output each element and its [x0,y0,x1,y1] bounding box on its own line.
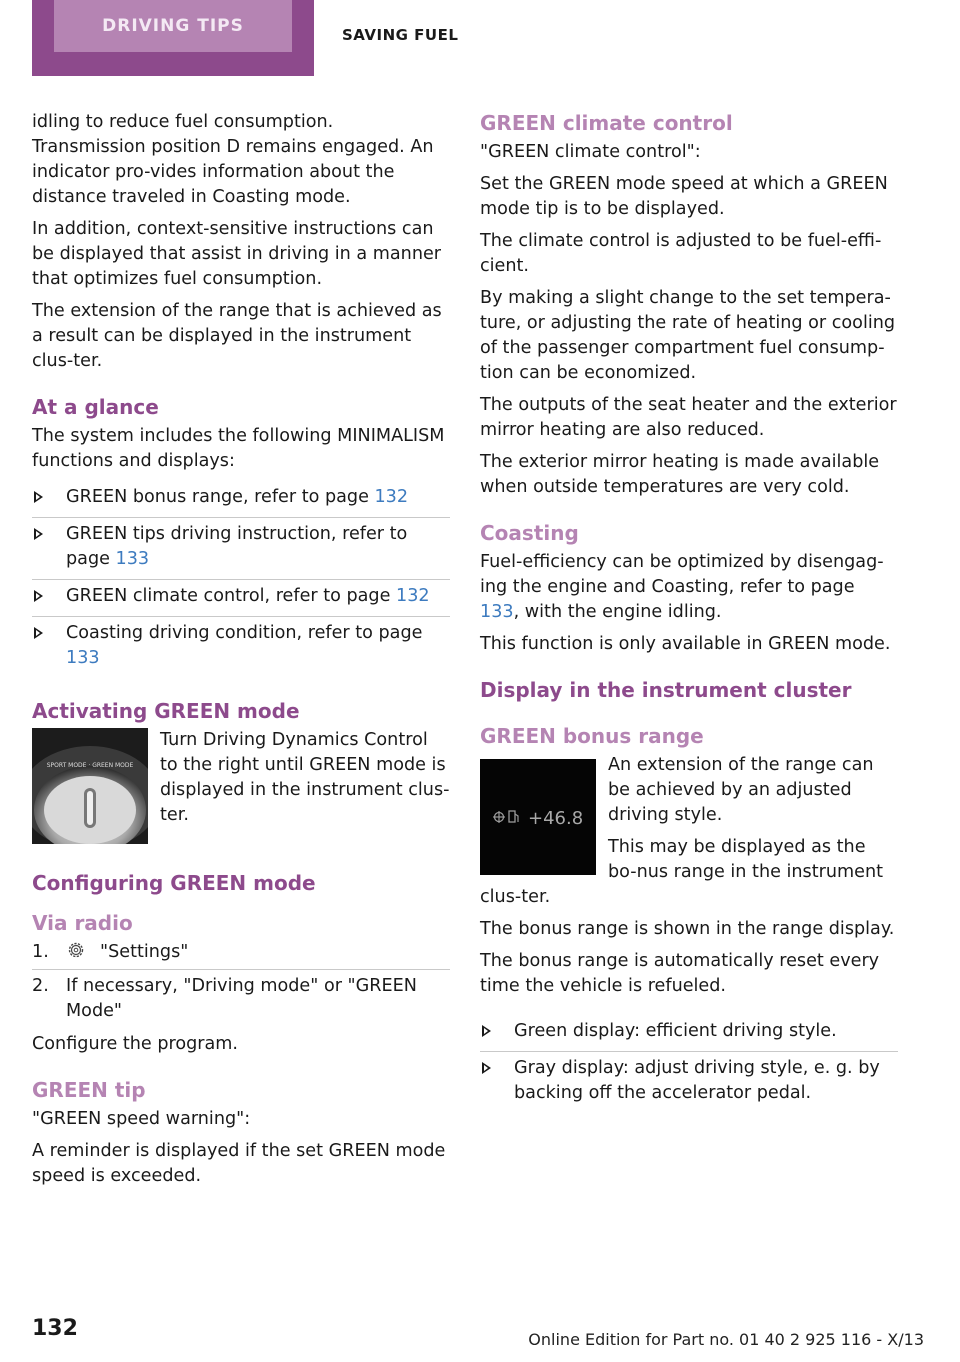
heading-display-cluster: Display in the instrument cluster [480,678,852,702]
intro-paragraph: The extension of the range that is achieved as a result can be displayed in the instrument clus-ter. [32,301,442,371]
bonus-paragraph: An extension of the range can be achieved by an adjusted driving style. [608,755,874,825]
page-link[interactable]: 133 [66,648,100,668]
page-number: 132 [32,1316,78,1341]
climate-paragraph: The climate control is adjusted to be fuel-effi-cient. [480,231,882,276]
heading-climate: GREEN climate control [480,111,733,135]
climate-paragraph: "GREEN climate control": [480,142,701,162]
bonus-paragraph: The bonus range is automatically reset every time the vehicle is refueled. [480,951,880,996]
heading-coasting: Coasting [480,521,579,545]
chapter-tab-label: DRIVING TIPS [54,0,292,52]
activating-text: Turn Driving Dynamics Control to the right until GREEN mode is displayed in the instrument clus-ter. [160,730,450,825]
triangle-bullet-icon [34,627,43,639]
page-link[interactable]: 132 [396,586,430,606]
chapter-tab [32,0,314,76]
bonus-paragraph: This may be displayed as the bo-nus range in the instrument clus-ter. [480,837,884,907]
bonus-paragraph: The bonus range is shown in the range display. [480,919,895,939]
heading-activating: Activating GREEN mode [32,699,300,723]
climate-paragraph: Set the GREEN mode speed at which a GREEN mode tip is to be displayed. [480,174,888,219]
coasting-text: Fuel-efficiency can be optimized by disengag-ing the engine and Coasting, refer to page 133, with the engine idling. [480,552,884,622]
heading-at-a-glance: At a glance [32,395,159,419]
coasting-text-2: This function is only available in GREEN mode. [480,634,891,654]
configure-text: Configure the program. [32,1034,239,1054]
climate-paragraph: The outputs of the seat heater and the exterior mirror heating are also reduced. [480,395,897,440]
bonus-range-value: +46.8 [528,808,584,829]
heading-configuring: Configuring GREEN mode [32,871,316,895]
triangle-bullet-icon [482,1025,491,1037]
bonus-block [480,753,898,917]
page-link[interactable]: 133 [480,602,514,622]
list-item: Green display: efficient driving style. [480,1015,898,1052]
tip-text: A reminder is displayed if the set GREEN mode speed is exceeded. [32,1141,446,1186]
triangle-bullet-icon [34,528,43,540]
glance-list [32,481,450,678]
list-item: GREEN bonus range, refer to page 132 [32,481,450,518]
list-item: GREEN climate control, refer to page 132 [32,580,450,617]
section-title: SAVING FUEL [342,26,459,44]
activating-block [32,728,450,850]
list-item: GREEN tips driving instruction, refer to page 133 [32,518,450,580]
triangle-bullet-icon [482,1062,491,1074]
bonus-list [480,1015,898,1113]
right-column [480,110,898,1113]
heading-via-radio: Via radio [32,911,133,935]
step-item: 1. "Settings" [32,940,450,970]
heading-bonus-range: GREEN bonus range [480,724,704,748]
glance-text: The system includes the following MINIMALISM functions and displays: [32,426,445,471]
step-item: 2. If necessary, "Driving mode" or "GREEN Mode" [32,976,417,1021]
triangle-bullet-icon [34,491,43,503]
svg-text:SPORT MODE · GREEN MODE: SPORT MODE · GREEN MODE [46,762,134,769]
edition-footer: Online Edition for Part no. 01 40 2 925 116 - X/13 [528,1330,924,1349]
bonus-range-display-image [480,759,596,875]
climate-paragraph: By making a slight change to the set tempera-ture, or adjusting the rate of heating or cooling of the passenger compartment fuel consump-tion can be economized. [480,288,896,383]
gear-icon [66,940,86,960]
intro-paragraph: idling to reduce fuel consumption. Transmission position D remains engaged. An indicator pro-vides information about the distance traveled in Coasting mode. [32,112,434,207]
intro-paragraph: In addition, context-sensitive instructions can be displayed that assist in driving in a manner that optimizes fuel consumption. [32,219,442,289]
list-item: Gray display: adjust driving style, e. g. by backing off the accelerator pedal. [480,1052,898,1113]
tip-menu-text: "GREEN speed warning": [32,1109,251,1129]
left-column [32,110,450,1196]
triangle-bullet-icon [34,590,43,602]
page-link[interactable]: 132 [374,487,409,507]
driving-dynamics-dial-image [32,728,148,844]
climate-paragraph: The exterior mirror heating is made available when outside temperatures are very cold. [480,452,880,497]
list-item: Coasting driving condition, refer to page 133 [32,617,450,678]
page-link[interactable]: 133 [115,549,150,569]
steps-list [32,940,450,1028]
heading-green-tip: GREEN tip [32,1078,146,1102]
